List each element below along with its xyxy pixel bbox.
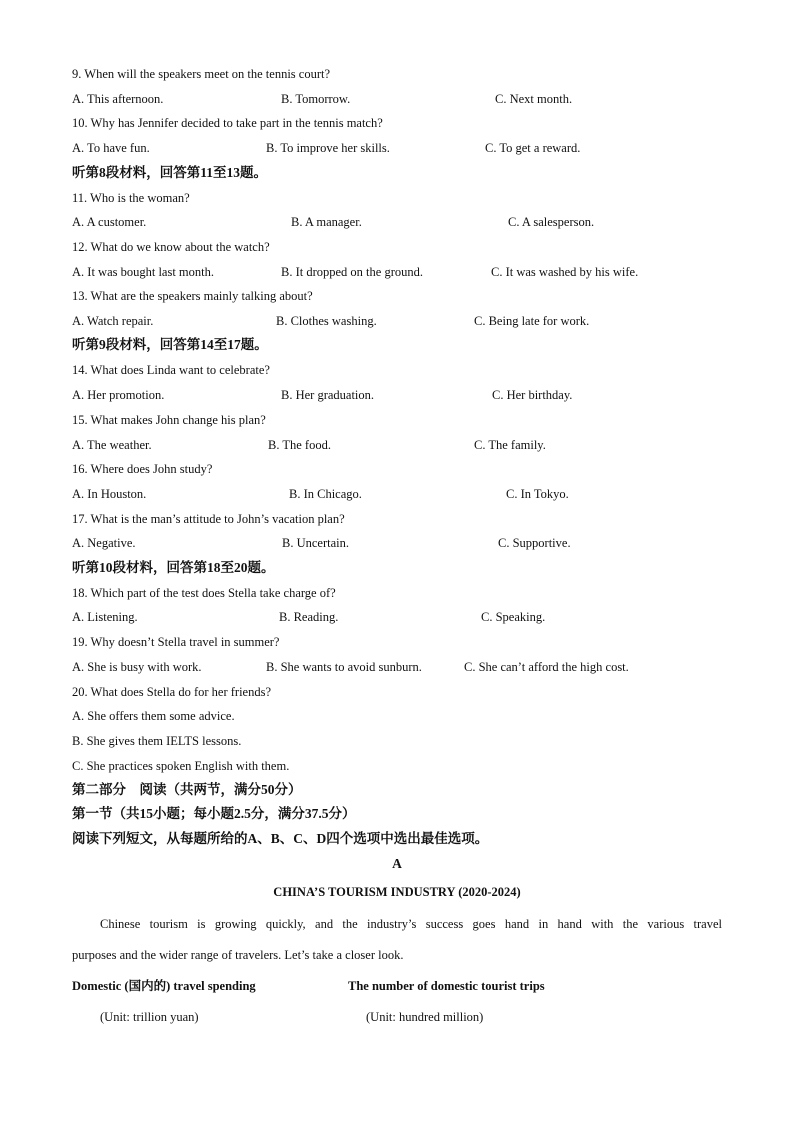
q17-option-a: A. Negative.: [72, 536, 136, 550]
paragraph-indent-text: Chinese tourism is growing quickly, and the industry’s success goes hand in hand with the various travel: [100, 917, 722, 931]
q20-option-a: A. She offers them some advice.: [72, 709, 235, 723]
q19-option-a: A. She is busy with work.: [72, 660, 202, 674]
q12-option-b: B. It dropped on the ground.: [281, 265, 423, 279]
q20-stem: 20. What does Stella do for her friends?: [72, 685, 272, 699]
q15-option-b: B. The food.: [268, 438, 331, 452]
q10-stem: 10. Why has Jennifer decided to take part in the tennis match?: [72, 116, 383, 130]
q14-option-c: C. Her birthday.: [492, 388, 573, 402]
q9-stem: 9. When will the speakers meet on the tennis court?: [72, 67, 331, 81]
q16-stem: 16. Where does John study?: [72, 462, 213, 476]
q19-option-c: C. She can’t afford the high cost.: [464, 660, 629, 674]
paragraph-line-1: [72, 916, 722, 932]
q16-option-b: B. In Chicago.: [289, 487, 362, 501]
q14-option-a: A. Her promotion.: [72, 388, 165, 402]
q11-option-c: C. A salesperson.: [508, 215, 595, 229]
reading-instruction: 阅读下列短文，从每题所给的A、B、C、D四个选项中选出最佳选项。: [72, 831, 489, 846]
q18-option-c: C. Speaking.: [481, 610, 546, 624]
q15-option-c: C. The family.: [474, 438, 546, 452]
q13-option-c: C. Being late for work.: [474, 314, 590, 328]
q9-option-a: A. This afternoon.: [72, 92, 164, 106]
q19-option-b: B. She wants to avoid sunburn.: [266, 660, 422, 674]
section-heading-10: 听第10段材料，回答第18至20题。: [72, 560, 275, 575]
q10-option-b: B. To improve her skills.: [266, 141, 390, 155]
q20-option-c: C. She practices spoken English with them.: [72, 759, 290, 773]
q16-option-c: C. In Tokyo.: [506, 487, 569, 501]
q13-option-a: A. Watch repair.: [72, 314, 154, 328]
q17-stem: 17. What is the man’s attitude to John’s vacation plan?: [72, 512, 345, 526]
q12-option-a: A. It was bought last month.: [72, 265, 215, 279]
q18-option-a: A. Listening.: [72, 610, 138, 624]
q10-option-a: A. To have fun.: [72, 141, 150, 155]
q12-stem: 12. What do we know about the watch?: [72, 240, 270, 254]
passage-title: CHINA’S TOURISM INDUSTRY (2020-2024): [273, 885, 521, 899]
q13-stem: 13. What are the speakers mainly talking about?: [72, 289, 313, 303]
q11-option-a: A. A customer.: [72, 215, 147, 229]
q19-stem: 19. Why doesn’t Stella travel in summer?: [72, 635, 280, 649]
q17-option-c: C. Supportive.: [498, 536, 571, 550]
paragraph-line-2: purposes and the wider range of travelers. Let’s take a closer look.: [72, 948, 404, 962]
q9-option-b: B. Tomorrow.: [281, 92, 351, 106]
passage-letter: A: [392, 856, 402, 871]
q10-option-c: C. To get a reward.: [485, 141, 581, 155]
q16-option-a: A. In Houston.: [72, 487, 147, 501]
chart-right-unit: (Unit: hundred million): [366, 1010, 484, 1024]
q11-option-b: B. A manager.: [291, 215, 362, 229]
part-two-heading: 第二部分 阅读（共两节，满分50分）: [72, 782, 302, 797]
chart-right-title: The number of domestic tourist trips: [348, 979, 545, 993]
q13-option-b: B. Clothes washing.: [276, 314, 377, 328]
section-heading-9: 听第9段材料，回答第14至17题。: [72, 337, 268, 352]
q11-stem: 11. Who is the woman?: [72, 191, 190, 205]
q12-option-c: C. It was washed by his wife.: [491, 265, 639, 279]
q14-option-b: B. Her graduation.: [281, 388, 375, 402]
q14-stem: 14. What does Linda want to celebrate?: [72, 363, 270, 377]
chart-left-unit: (Unit: trillion yuan): [100, 1010, 199, 1024]
section-one-heading: 第一节（共15小题；每小题2.5分，满分37.5分）: [72, 806, 356, 821]
q18-option-b: B. Reading.: [279, 610, 339, 624]
q17-option-b: B. Uncertain.: [282, 536, 349, 550]
q15-stem: 15. What makes John change his plan?: [72, 413, 266, 427]
q9-option-c: C. Next month.: [495, 92, 573, 106]
chart-left-title: Domestic (国内的) travel spending: [72, 979, 256, 993]
q20-option-b: B. She gives them IELTS lessons.: [72, 734, 242, 748]
q18-stem: 18. Which part of the test does Stella take charge of?: [72, 586, 336, 600]
q15-option-a: A. The weather.: [72, 438, 152, 452]
section-heading-8: 听第8段材料，回答第11至13题。: [72, 165, 268, 180]
